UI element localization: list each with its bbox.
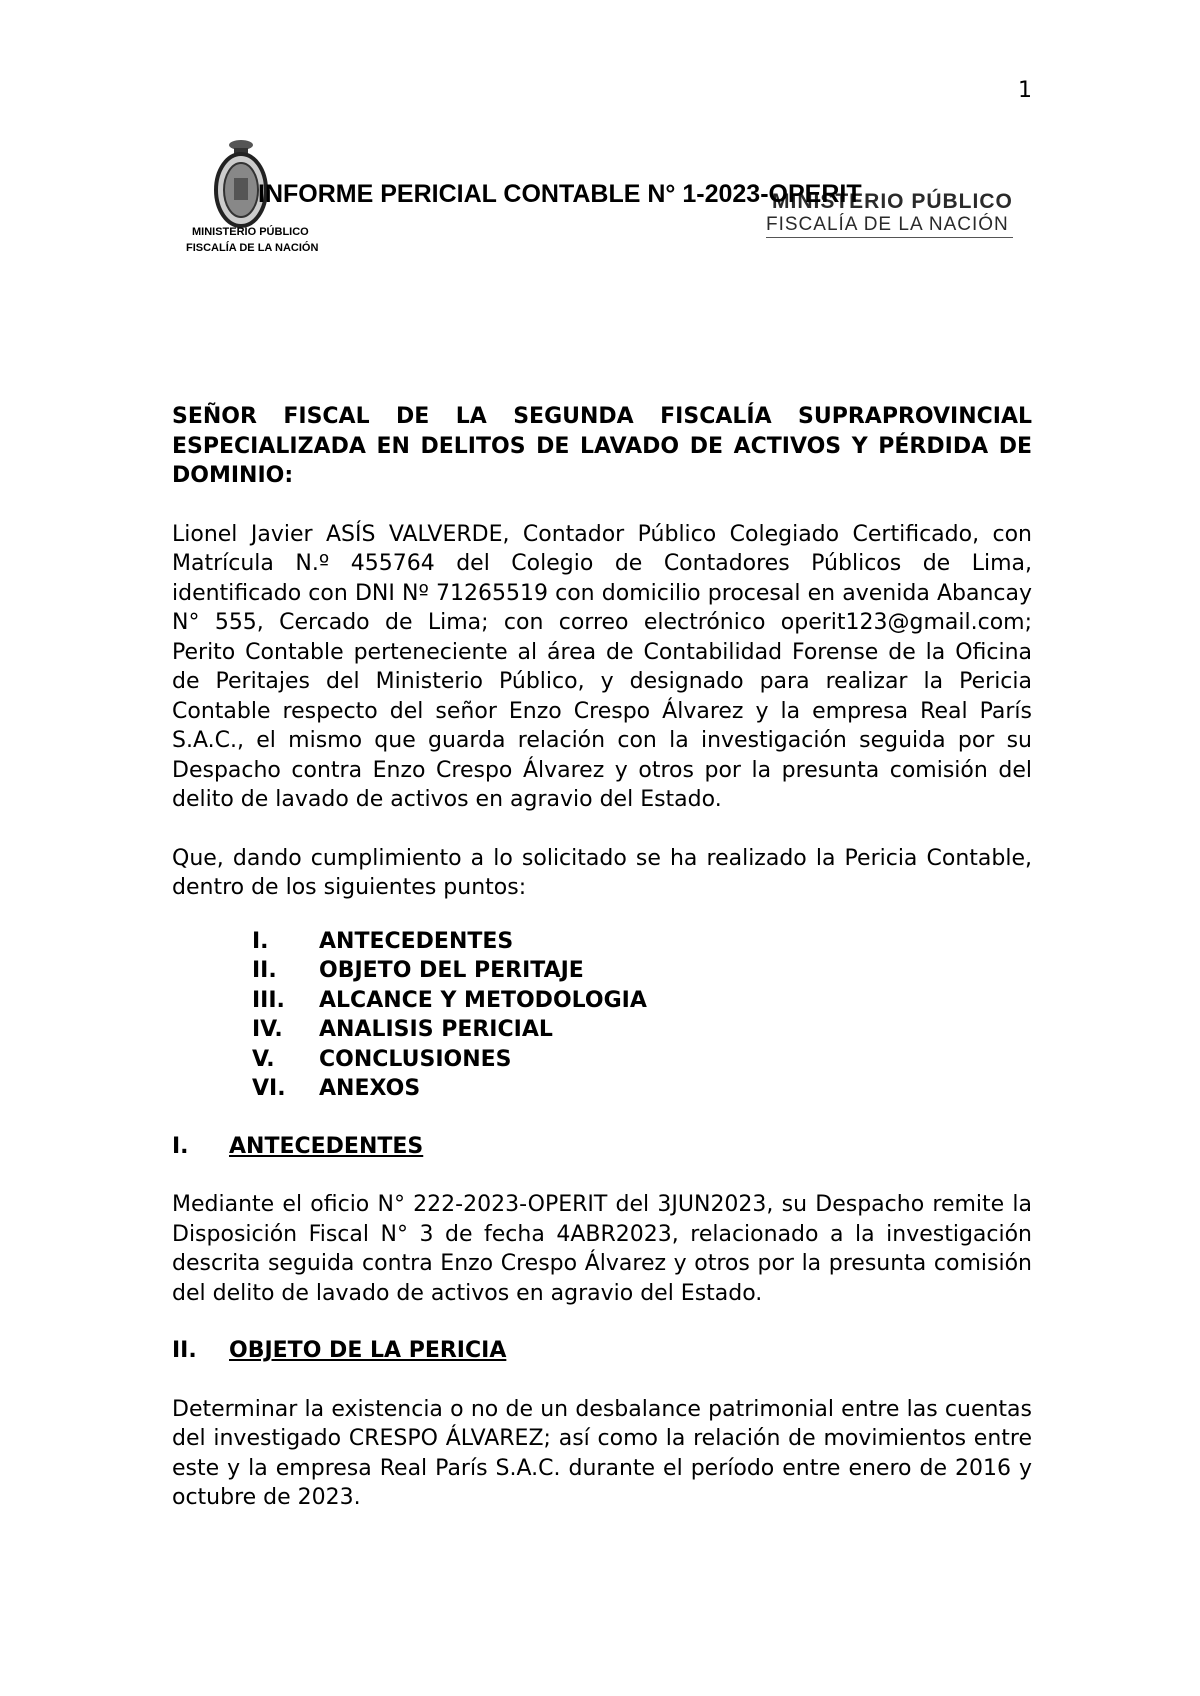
section-text-objeto: Determinar la existencia o no de un desbalance patrimonial entre las cuentas del investigado CRESPO ÁLVAREZ; así como la relación de movimientos entre este y la empresa Real París S.A.C. durante el período entre enero de 2016 y octubre de 2023. xyxy=(172,1396,1032,1510)
section-number: II. xyxy=(172,1338,197,1363)
stamp-line1: MINISTERIO PÚBLICO xyxy=(772,190,1013,213)
toc-item-number: I. xyxy=(252,928,269,954)
toc-item-number: V. xyxy=(252,1046,275,1072)
section-title: ANTECEDENTES xyxy=(229,1133,424,1159)
toc-item xyxy=(252,927,1032,957)
toc-item-title: ANEXOS xyxy=(319,1076,421,1101)
section-text-antecedentes: Mediante el oficio N° 222-2023-OPERIT del 3JUN2023, su Despacho remite la Disposición Fiscal N° 3 de fecha 4ABR2023, relacionado a la investigación descrita seguida contra Enzo Crespo Álvarez y otros por la presunta comisión del delito de lavado de activos en agravio del Estado. xyxy=(172,1192,1032,1306)
intro-paragraph: Lionel Javier ASÍS VALVERDE, Contador Público Colegiado Certificado, con Matrícula N.º 455764 del Colegio de Contadores Públicos de Lima, identificado con DNI Nº 71265519 con domicilio procesal en avenida Abancay N° 555, Cercado de Lima; con correo electrónico operit123@gmail.com; Perito Contable perteneciente al área de Contabilidad Forense de la Oficina de Peritajes del Ministerio Público, y designado para realizar la Pericia Contable respecto del señor Enzo Crespo Álvarez y la empresa Real París S.A.C., el mismo que guarda relación con la investigación seguida por su Despacho contra Enzo Crespo Álvarez y otros por la presunta comisión del delito de lavado de activos en agravio del Estado. xyxy=(172,521,1032,812)
toc-item xyxy=(252,1015,1032,1045)
toc-item-number: VI. xyxy=(252,1076,286,1101)
toc-item-title: CONCLUSIONES xyxy=(319,1046,512,1072)
page-number: 1 xyxy=(1018,78,1032,103)
toc-item xyxy=(252,1074,1032,1104)
section-title: OBJETO DE LA PERICIA xyxy=(229,1338,507,1363)
toc-item-number: III. xyxy=(252,987,285,1013)
toc-item-title: OBJETO DEL PERITAJE xyxy=(319,958,584,983)
points-intro: Que, dando cumplimiento a lo solicitado se ha realizado la Pericia Contable, dentro de los siguientes puntos: xyxy=(172,845,1032,900)
toc-item xyxy=(252,1045,1032,1075)
toc-item-title: ANTECEDENTES xyxy=(319,928,514,954)
seal-caption-line1: MINISTERIO PÚBLICO xyxy=(192,226,309,238)
document-body xyxy=(172,402,1032,1513)
section-heading-antecedentes xyxy=(172,1132,1032,1162)
toc-item xyxy=(252,986,1032,1016)
toc-item xyxy=(252,956,1032,986)
seal-caption-line2: FISCALÍA DE LA NACIÓN xyxy=(186,242,319,254)
toc-item-title: ANALISIS PERICIAL xyxy=(319,1017,553,1042)
section-heading-objeto xyxy=(172,1336,1032,1366)
toc-list xyxy=(252,927,1032,1104)
addressee: SEÑOR FISCAL DE LA SEGUNDA FISCALÍA SUPRAPROVINCIAL ESPECIALIZADA EN DELITOS DE LAVADO DE ACTIVOS Y PÉRDIDA DE DOMINIO: xyxy=(172,404,1032,488)
stamp-line2: FISCALÍA DE LA NACIÓN xyxy=(766,214,1013,238)
report-title: INFORME PERICIAL CONTABLE N° 1-2023-OPERIT xyxy=(258,180,862,208)
section-number: I. xyxy=(172,1133,189,1159)
toc-item-number: II. xyxy=(252,958,277,983)
toc-item-title: ALCANCE Y METODOLOGIA xyxy=(319,987,647,1013)
toc-item-number: IV. xyxy=(252,1017,283,1042)
seal-caption xyxy=(186,224,319,256)
